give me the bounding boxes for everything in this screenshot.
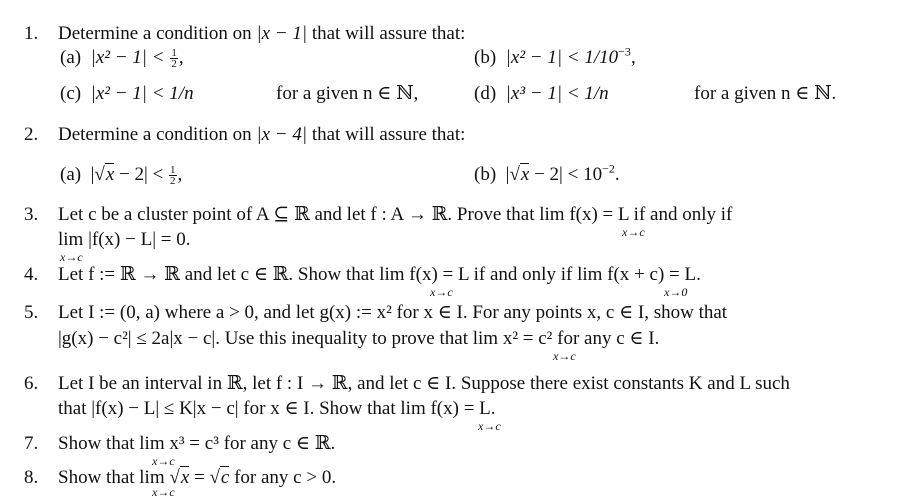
problem-1-statement (58, 23, 465, 45)
problem-1b-label: (b) (474, 47, 497, 68)
problem-3-limit-sub-2: x→c (60, 250, 83, 264)
problem-2a-fraction (169, 165, 177, 186)
problem-2a-post: − 2| < (114, 164, 164, 185)
problem-3-line-1: Let c be a cluster point of A ⊆ ℝ and let f : A → ℝ. Prove that lim f(x) = L if and only if (58, 204, 733, 225)
problem-4-limit-sub-1: x→c (430, 285, 453, 299)
problem-4-limit-sub-2: x→0 (664, 285, 688, 299)
problem-6-number: 6. (24, 373, 39, 394)
problem-7-line-1: Show that lim x³ = c³ for any c ∈ ℝ. (58, 433, 336, 454)
problem-1b (474, 44, 636, 69)
problem-2b-pre: | (505, 164, 510, 185)
problem-2a: (a) |√x − 2| < $\frac{1}{2}$ , (60, 164, 183, 188)
problem-8-line-1: Show that lim √x = √c for any c > 0. (58, 467, 337, 488)
problem-2a-label: (a) (60, 164, 82, 185)
problem-8-tail: for any c > 0. (229, 467, 337, 488)
problem-1-lead-c: that will assure that: (307, 23, 466, 44)
problem-8-limit-sub: x→c (152, 485, 175, 499)
problem-5-number: 5. (24, 302, 39, 323)
problem-5-limit-sub: x→c (553, 349, 576, 363)
problem-2-number: 2. (24, 124, 39, 145)
problem-6-line-2: that |f(x) − L| ≤ K|x − c| for x ∈ I. Show that lim f(x) = L. (58, 398, 496, 419)
problem-2b-label: (b) (474, 164, 497, 185)
problem-1a (60, 47, 184, 69)
problem-3-limit-sub-1: x→c (622, 225, 645, 239)
problem-1-lead-a: Determine a condition on (58, 23, 257, 44)
problem-1a-frac-num: 1 (171, 47, 177, 60)
problem-1a-label: (a) (60, 47, 82, 68)
problem-1-number: 1. (24, 23, 39, 44)
problem-5-line-1: Let I := (0, a) where a > 0, and let g(x) := x² for x ∈ I. For any points x, c ∈ I, show that (58, 302, 728, 323)
problem-2b: (b) $|√x - 2| < 10^{-2}$. (474, 161, 620, 185)
problem-2-lead-b: |x − 4| (256, 124, 308, 145)
problem-8-number: 8. (24, 467, 39, 488)
problem-1c-expr: |x² − 1| < 1/n (90, 83, 194, 104)
problem-2a-tail: , (177, 164, 183, 185)
problem-2b-tail: . (614, 164, 620, 185)
problem-2a-radicand: x (105, 164, 115, 185)
problem-1a-expr: |x² − 1| < (90, 47, 165, 68)
problem-8-radicand-1: x (180, 467, 190, 488)
problem-1d-expr: |x³ − 1| < 1/n (505, 83, 609, 104)
problem-2-lead-c: that will assure that: (307, 124, 466, 145)
problem-1c-note: for a given n ∈ ℕ, (276, 83, 419, 104)
problem-1d-note: for a given n ∈ ℕ. (694, 83, 837, 104)
problem-1b-expr: |x² − 1| < 1/10 (505, 47, 619, 68)
problem-1a-frac-den: 2 (171, 58, 177, 71)
problem-7-limit-sub: x→c (152, 454, 175, 468)
problem-5-line-2: |g(x) − c²| ≤ 2a|x − c|. Use this inequality to prove that lim x² = c² for any c ∈ I. (58, 328, 660, 349)
problem-1c (60, 83, 194, 105)
problem-2b-exp: −2 (602, 161, 615, 176)
problem-1b-tail: , (630, 47, 636, 68)
problem-2-statement (58, 124, 465, 146)
problem-4-line-1: Let f := ℝ → ℝ and let c ∈ ℝ. Show that lim f(x) = L if and only if lim f(x + c) = L. (58, 264, 701, 285)
problem-8-radicand-2: c (220, 467, 230, 488)
problem-1a-tail: , (178, 47, 184, 68)
problem-3-line-2: lim |f(x) − L| = 0. (58, 229, 191, 250)
problem-2a-frac-num: 1 (170, 164, 176, 177)
problem-8-lead: Show that lim (58, 467, 170, 488)
problem-4-number: 4. (24, 264, 39, 285)
problem-2b-radicand: x (520, 164, 530, 185)
problem-3-number: 3. (24, 204, 39, 225)
problem-6-limit-sub: x→c (478, 419, 501, 433)
problem-2-lead-a: Determine a condition on (58, 124, 257, 145)
problem-2a-frac-den: 2 (170, 175, 176, 188)
problem-1c-label: (c) (60, 83, 82, 104)
problem-8-mid: = (189, 467, 210, 488)
problem-1d-label: (d) (474, 83, 497, 104)
problem-2a-pre: | (90, 164, 95, 185)
problem-1-lead-b: |x − 1| (256, 23, 308, 44)
problem-7-number: 7. (24, 433, 39, 454)
problem-1a-fraction (170, 48, 178, 69)
problem-1d (474, 83, 609, 105)
problem-6-line-1: Let I be an interval in ℝ, let f : I → ℝ, and let c ∈ I. Suppose there exist constants K and L such (58, 373, 790, 394)
problem-1b-exp: −3 (618, 44, 631, 59)
problem-2b-post: − 2| < 10 (529, 164, 603, 185)
